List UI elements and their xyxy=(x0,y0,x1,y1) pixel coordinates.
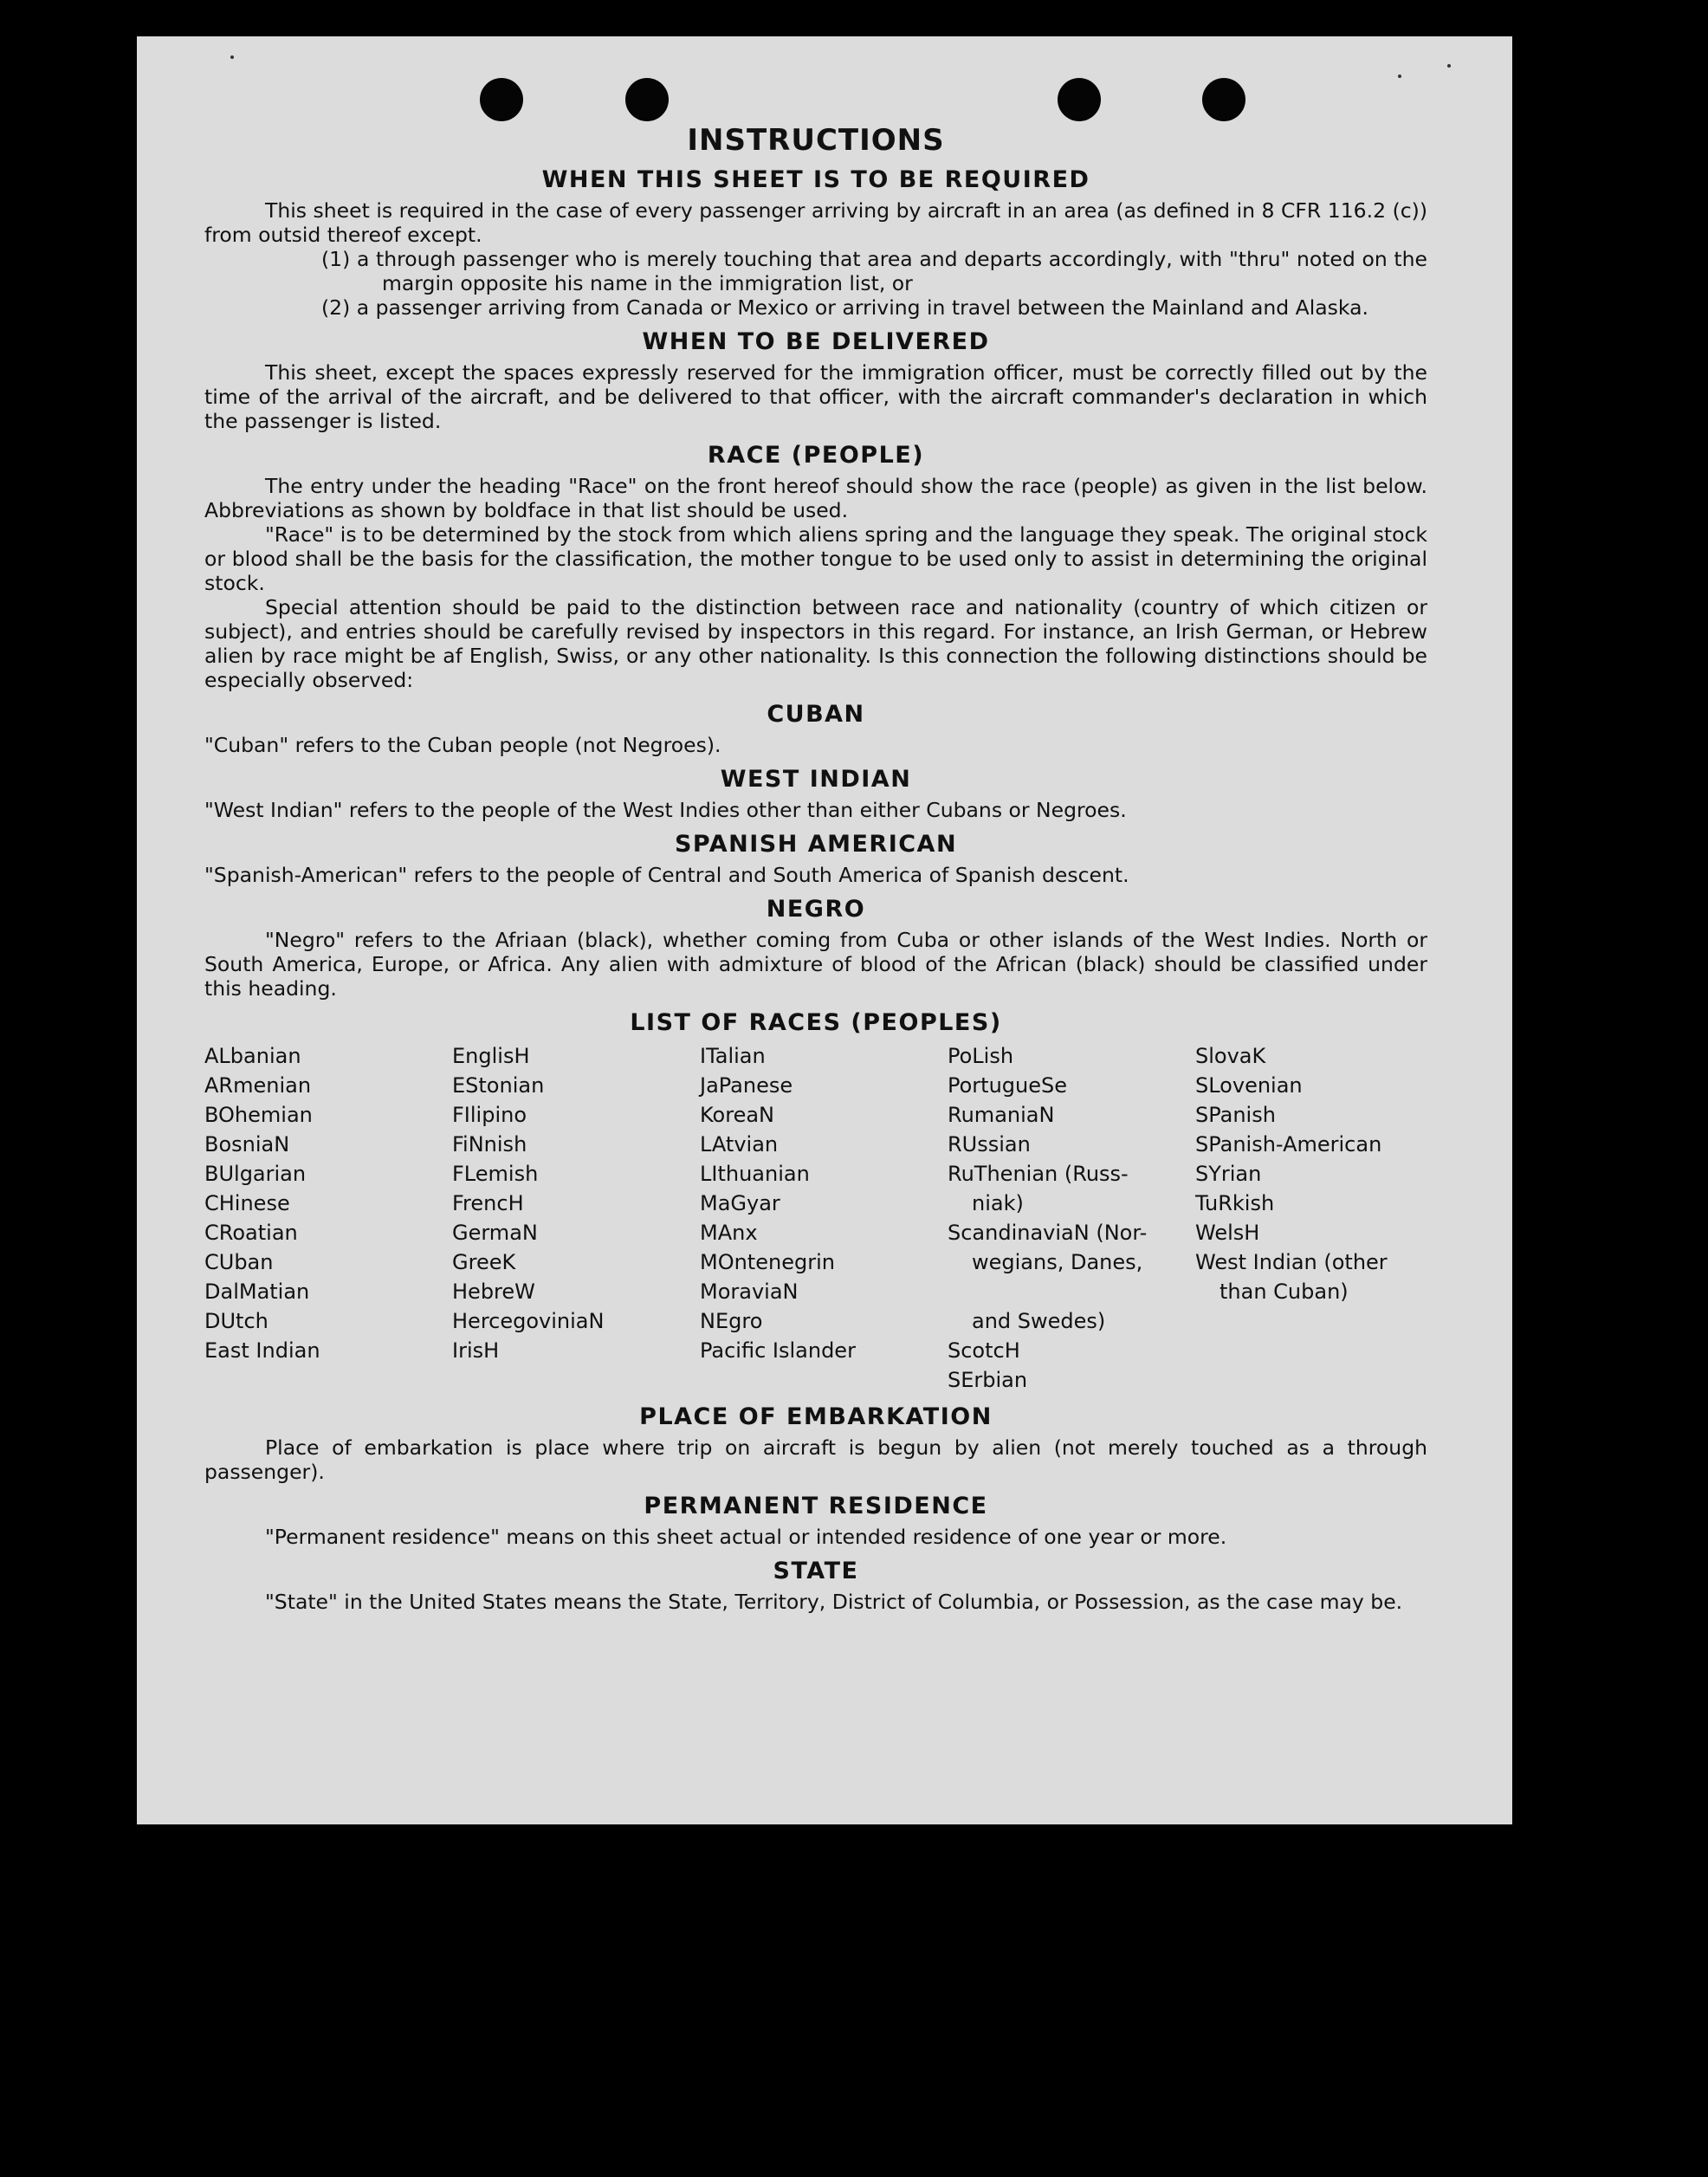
required-exception-1: (1) a through passenger who is merely touching that area and departs accordingly, with "thru" noted on the margin opposite his name in the immigration list, or xyxy=(321,247,1427,295)
race-item xyxy=(204,1247,452,1277)
race-item-label: ALbanian xyxy=(204,1044,301,1068)
race-item-label: EStonian xyxy=(452,1073,545,1098)
race-item-label: BUlgarian xyxy=(204,1162,307,1186)
race-item xyxy=(204,1306,452,1336)
document-page xyxy=(137,36,1512,1824)
race-item xyxy=(204,1071,452,1100)
race-item-label: RumaniaN xyxy=(948,1103,1055,1127)
race-item-label: BosniaN xyxy=(204,1132,290,1157)
punch-hole xyxy=(480,78,523,121)
race-item xyxy=(452,1130,700,1159)
race-item-label: MAnx xyxy=(700,1221,758,1245)
paper-speck xyxy=(1398,75,1401,78)
race-item-continuation: and Swedes) xyxy=(972,1309,1106,1333)
race-item-label: SPanish-American xyxy=(1195,1132,1382,1157)
races-list xyxy=(204,1041,1427,1395)
race-item xyxy=(948,1218,1195,1336)
race-item xyxy=(1195,1159,1427,1189)
section-heading-race: RACE (PEOPLE) xyxy=(707,442,925,469)
section-heading-spanish-american: SPANISH AMERICAN xyxy=(674,831,958,858)
race-item-label: East Indian xyxy=(204,1338,320,1363)
race-item-label: ITalian xyxy=(700,1044,766,1068)
race-item xyxy=(948,1365,1195,1395)
race-item xyxy=(700,1218,948,1247)
race-item xyxy=(700,1071,948,1100)
race-item xyxy=(948,1041,1195,1071)
race-item xyxy=(204,1159,452,1189)
races-column xyxy=(204,1041,452,1395)
race-item xyxy=(452,1336,700,1365)
race-paragraph-3: Special attention should be paid to the distinction between race and nationality (country of which citizen or subject), and entries should be carefully revised by inspectors in this regard. For instance, an Irish German, or Hebrew alien by race might be af English, Swiss, or any other nationality. Is this connection the following distinctions should be especially observed: xyxy=(204,595,1427,692)
race-item-label: MaGyar xyxy=(700,1191,780,1215)
race-item-label: TuRkish xyxy=(1195,1191,1275,1215)
race-item-label: SLovenian xyxy=(1195,1073,1303,1098)
spanish-american-text: "Spanish-American" refers to the people of Central and South America of Spanish descent. xyxy=(204,863,1129,887)
race-item-label: JaPanese xyxy=(700,1073,793,1098)
section-heading-delivered: WHEN TO BE DELIVERED xyxy=(642,328,990,355)
race-item xyxy=(700,1100,948,1130)
race-item-continuation: wegians, Danes, xyxy=(972,1250,1143,1274)
race-item-label: PortugueSe xyxy=(948,1073,1067,1098)
race-item-label: SPanish xyxy=(1195,1103,1276,1127)
section-heading-negro: NEGRO xyxy=(766,896,866,923)
race-item xyxy=(948,1130,1195,1159)
state-text: "State" in the United States means the State, Territory, District of Columbia, or Possession, as the case may be. xyxy=(265,1590,1403,1614)
required-intro: This sheet is required in the case of every passenger arriving by aircraft in an area (as defined in 8 CFR 116.2 (c)) from outsid thereof except. xyxy=(204,198,1427,247)
race-item-label: Pacific Islander xyxy=(700,1338,856,1363)
races-column xyxy=(700,1041,948,1395)
embarkation-text: Place of embarkation is place where trip on aircraft is begun by alien (not merely touched as a through passenger). xyxy=(204,1435,1427,1484)
race-item-label: CHinese xyxy=(204,1191,290,1215)
negro-text: "Negro" refers to the Afriaan (black), whether coming from Cuba or other islands of the West Indies. North or South America, Europe, or Africa. Any alien with admixture of blood of the African (black) should be classified under this heading. xyxy=(204,928,1427,1001)
race-item xyxy=(948,1100,1195,1130)
race-item-label: RuThenian (Russ- xyxy=(948,1162,1129,1186)
race-item-label: HercegoviniaN xyxy=(452,1309,605,1333)
race-paragraph-1: The entry under the heading "Race" on the front hereof should show the race (people) as given in the list below. Abbreviations as shown by boldface in that list should be used. xyxy=(204,474,1427,522)
race-item xyxy=(452,1306,700,1336)
cuban-text: "Cuban" refers to the Cuban people (not Negroes). xyxy=(204,733,721,757)
race-item-continuation: niak) xyxy=(972,1191,1024,1215)
race-item xyxy=(204,1041,452,1071)
race-item xyxy=(452,1071,700,1100)
race-item xyxy=(700,1041,948,1071)
race-item xyxy=(700,1336,948,1365)
race-item-label: MoraviaN xyxy=(700,1280,799,1304)
race-item-label: FiNnish xyxy=(452,1132,527,1157)
race-item xyxy=(700,1189,948,1218)
section-heading-state: STATE xyxy=(773,1558,859,1584)
race-item xyxy=(204,1218,452,1247)
race-item-label: RUssian xyxy=(948,1132,1031,1157)
race-item-label: FrencH xyxy=(452,1191,524,1215)
race-item-label: KoreaN xyxy=(700,1103,774,1127)
race-item-label: FLemish xyxy=(452,1162,539,1186)
paper-speck xyxy=(1447,64,1451,68)
race-item-label: ScotcH xyxy=(948,1338,1020,1363)
race-item xyxy=(700,1159,948,1189)
race-item xyxy=(948,1336,1195,1365)
race-item-label: MOntenegrin xyxy=(700,1250,835,1274)
race-item xyxy=(1195,1247,1427,1306)
race-item xyxy=(700,1130,948,1159)
race-item-label: WelsH xyxy=(1195,1221,1260,1245)
race-item xyxy=(204,1189,452,1218)
paper-speck xyxy=(230,55,234,59)
race-item-label: BOhemian xyxy=(204,1103,313,1127)
section-heading-embarkation: PLACE OF EMBARKATION xyxy=(639,1403,993,1430)
race-item xyxy=(204,1130,452,1159)
races-column xyxy=(1195,1041,1427,1395)
race-item xyxy=(204,1277,452,1306)
race-item-label: SlovaK xyxy=(1195,1044,1266,1068)
race-item-label: FIlipino xyxy=(452,1103,527,1127)
race-item xyxy=(452,1277,700,1306)
race-item xyxy=(1195,1218,1427,1247)
race-item xyxy=(948,1071,1195,1100)
race-item xyxy=(452,1189,700,1218)
page-title: INSTRUCTIONS xyxy=(687,123,945,158)
punch-hole xyxy=(1202,78,1245,121)
section-heading-required: WHEN THIS SHEET IS TO BE REQUIRED xyxy=(541,166,1090,193)
race-item-continuation: than Cuban) xyxy=(1220,1280,1349,1304)
race-item-label: ScandinaviaN (Nor- xyxy=(948,1221,1148,1245)
race-item xyxy=(700,1277,948,1306)
race-item-label: DalMatian xyxy=(204,1280,310,1304)
required-exception-2: (2) a passenger arriving from Canada or Mexico or arriving in travel between the Mainland and Alaska. xyxy=(321,295,1368,320)
race-item xyxy=(204,1100,452,1130)
race-item xyxy=(452,1100,700,1130)
race-paragraph-2: "Race" is to be determined by the stock from which aliens spring and the language they speak. The original stock or blood shall be the basis for the classification, the mother tongue to be used only to assist in determining the original stock. xyxy=(204,522,1427,595)
race-item-label: EnglisH xyxy=(452,1044,530,1068)
race-item-label: IrisH xyxy=(452,1338,500,1363)
race-item xyxy=(1195,1189,1427,1218)
race-item-label: CRoatian xyxy=(204,1221,298,1245)
race-item xyxy=(452,1247,700,1277)
race-item xyxy=(452,1041,700,1071)
west-indian-text: "West Indian" refers to the people of the West Indies other than either Cubans or Negroes. xyxy=(204,798,1127,822)
instructions-content xyxy=(204,123,1427,1614)
race-item-label: SYrian xyxy=(1195,1162,1262,1186)
race-item-label: GreeK xyxy=(452,1250,516,1274)
race-item-label: ARmenian xyxy=(204,1073,312,1098)
residence-text: "Permanent residence" means on this sheet actual or intended residence of one year or more. xyxy=(265,1525,1227,1549)
race-item xyxy=(452,1218,700,1247)
race-item xyxy=(204,1336,452,1365)
race-item xyxy=(1195,1041,1427,1071)
section-heading-list-of-races: LIST OF RACES (PEOPLES) xyxy=(630,1009,1002,1036)
race-item-label: DUtch xyxy=(204,1309,268,1333)
race-item-label: CUban xyxy=(204,1250,274,1274)
race-item-label: PoLish xyxy=(948,1044,1014,1068)
races-column xyxy=(948,1041,1195,1395)
race-item-label: LIthuanian xyxy=(700,1162,810,1186)
race-item-label: LAtvian xyxy=(700,1132,779,1157)
race-item-label: NEgro xyxy=(700,1309,763,1333)
section-heading-west-indian: WEST INDIAN xyxy=(720,766,912,793)
race-item-label: West Indian (other xyxy=(1195,1250,1388,1274)
race-item xyxy=(1195,1100,1427,1130)
races-column xyxy=(452,1041,700,1395)
race-item xyxy=(1195,1130,1427,1159)
race-item xyxy=(948,1159,1195,1218)
race-item xyxy=(700,1306,948,1336)
race-item-label: SErbian xyxy=(948,1368,1028,1392)
race-item-label: HebreW xyxy=(452,1280,535,1304)
race-item xyxy=(452,1159,700,1189)
punch-hole xyxy=(1058,78,1101,121)
race-item xyxy=(1195,1071,1427,1100)
section-heading-cuban: CUBAN xyxy=(767,701,865,728)
section-heading-residence: PERMANENT RESIDENCE xyxy=(644,1493,988,1519)
race-item xyxy=(700,1247,948,1277)
race-item-label: GermaN xyxy=(452,1221,538,1245)
delivered-text: This sheet, except the spaces expressly reserved for the immigration officer, must be correctly filled out by the time of the arrival of the aircraft, and be delivered to that officer, with the aircraft commander's declaration in which the passenger is listed. xyxy=(204,360,1427,433)
punch-hole xyxy=(625,78,669,121)
